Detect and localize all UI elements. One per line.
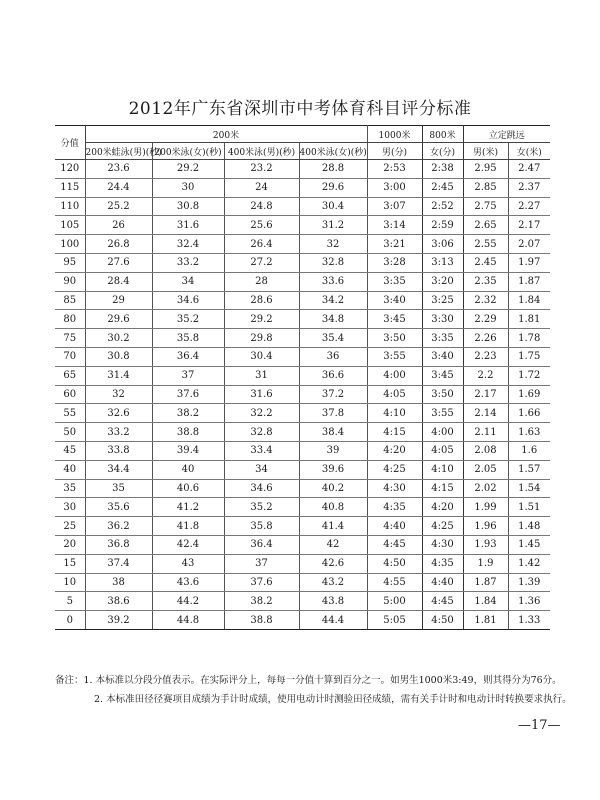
table-cell: 4:25 [422, 517, 463, 536]
table-cell: 4:30 [422, 535, 463, 554]
table-cell: 3:06 [422, 235, 463, 254]
table-row [55, 460, 550, 479]
table-cell: 27.6 [85, 253, 152, 272]
table-cell: 3:30 [422, 310, 463, 329]
table-cell: 2.14 [463, 404, 508, 423]
table-row [55, 517, 550, 536]
table-row [55, 310, 550, 329]
table-row [55, 479, 550, 498]
table-cell: 4:55 [367, 573, 422, 592]
table-cell: 39.6 [299, 460, 367, 479]
table-cell: 40.8 [299, 498, 367, 517]
table-cell: 35.6 [85, 498, 152, 517]
table-cell: 1.39 [508, 573, 550, 592]
table-cell: 4:10 [367, 404, 422, 423]
table-cell: 1.54 [508, 479, 550, 498]
table-cell: 41.8 [152, 517, 224, 536]
score-cell: 40 [55, 460, 85, 479]
page-number: —17— [518, 718, 561, 733]
score-table [55, 125, 550, 630]
table-cell: 5:00 [367, 592, 422, 611]
header-col: 200米蛙泳(男)(秒) [85, 143, 152, 160]
table-row [55, 535, 550, 554]
header-col: 400米泳(男)(秒) [224, 143, 299, 160]
table-cell: 26 [85, 216, 152, 235]
table-cell: 2.47 [508, 160, 550, 179]
table-row [55, 216, 550, 235]
table-cell: 1.81 [463, 611, 508, 630]
table-cell: 24 [224, 178, 299, 197]
table-cell: 4:35 [422, 554, 463, 573]
table-cell: 2:38 [422, 160, 463, 179]
table-row [55, 253, 550, 272]
table-cell: 4:30 [367, 479, 422, 498]
table-cell: 38.4 [299, 423, 367, 442]
table-cell: 43.6 [152, 573, 224, 592]
table-cell: 36.4 [224, 535, 299, 554]
table-cell: 1.36 [508, 592, 550, 611]
score-cell: 80 [55, 310, 85, 329]
table-cell: 32 [299, 235, 367, 254]
table-cell: 3:35 [367, 272, 422, 291]
table-row [55, 197, 550, 216]
table-cell: 4:40 [367, 517, 422, 536]
table-cell: 42.4 [152, 535, 224, 554]
table-cell: 26.8 [85, 235, 152, 254]
table-cell: 28.6 [224, 291, 299, 310]
table-cell: 34 [152, 272, 224, 291]
table-cell: 41.2 [152, 498, 224, 517]
table-cell: 3:20 [422, 272, 463, 291]
table-cell: 35 [85, 479, 152, 498]
table-cell: 4:50 [422, 611, 463, 630]
table-cell: 1.87 [463, 573, 508, 592]
table-cell: 3:14 [367, 216, 422, 235]
table-cell: 31.6 [224, 385, 299, 404]
page-title: 2012年广东省深圳市中考体育科目评分标准 [128, 99, 472, 119]
header-col: 男(分) [367, 143, 422, 160]
notes [55, 671, 575, 709]
table-cell: 33.2 [85, 423, 152, 442]
score-cell: 35 [55, 479, 85, 498]
table-row [55, 178, 550, 197]
table-cell: 2.37 [508, 178, 550, 197]
table-cell: 3:13 [422, 253, 463, 272]
table-row [55, 272, 550, 291]
table-cell: 2.35 [463, 272, 508, 291]
table-cell: 38.6 [85, 592, 152, 611]
table-cell: 1.45 [508, 535, 550, 554]
table-cell: 3:00 [367, 178, 422, 197]
table-cell: 2.85 [463, 178, 508, 197]
table-cell: 1.84 [463, 592, 508, 611]
table-cell: 32.8 [299, 253, 367, 272]
table-row [55, 235, 550, 254]
table-row [55, 385, 550, 404]
header-col: 400米泳(女)(秒) [299, 143, 367, 160]
table-cell: 29.6 [85, 310, 152, 329]
score-cell: 75 [55, 329, 85, 348]
table-cell: 3:45 [422, 366, 463, 385]
table-cell: 29 [85, 291, 152, 310]
table-cell: 37.6 [224, 573, 299, 592]
table-cell: 44.2 [152, 592, 224, 611]
table-cell: 36.4 [152, 347, 224, 366]
table-row [55, 441, 550, 460]
table-cell: 1.75 [508, 347, 550, 366]
table-cell: 32.2 [224, 404, 299, 423]
table-cell: 2:52 [422, 197, 463, 216]
table-cell: 1.63 [508, 423, 550, 442]
table-cell: 5:05 [367, 611, 422, 630]
table-cell: 4:10 [422, 460, 463, 479]
score-cell: 70 [55, 347, 85, 366]
table-cell: 2.23 [463, 347, 508, 366]
table-cell: 32.6 [85, 404, 152, 423]
table-cell: 1.96 [463, 517, 508, 536]
header-group-jump: 立定跳远 [463, 126, 550, 143]
table-cell: 1.84 [508, 291, 550, 310]
table-row [55, 347, 550, 366]
table-cell: 4:05 [422, 441, 463, 460]
table-cell: 1.87 [508, 272, 550, 291]
table-cell: 2.07 [508, 235, 550, 254]
table-cell: 3:40 [367, 291, 422, 310]
table-cell: 3:07 [367, 197, 422, 216]
table-cell: 38.2 [152, 404, 224, 423]
table-cell: 35.2 [152, 310, 224, 329]
table-cell: 28 [224, 272, 299, 291]
table-cell: 34.2 [299, 291, 367, 310]
score-cell: 25 [55, 517, 85, 536]
table-cell: 3:50 [422, 385, 463, 404]
table-cell: 30.2 [85, 329, 152, 348]
note-2: 2. 本标准田径径赛项目成绩为手计时成绩，使用电动计时测验田径成绩，需有关手计时和电动计时转换要求执行。 [94, 694, 572, 705]
table-cell: 36.2 [85, 517, 152, 536]
table-cell: 1.69 [508, 385, 550, 404]
table-row [55, 160, 550, 179]
table-row [55, 423, 550, 442]
table-cell: 38.2 [224, 592, 299, 611]
table-cell: 1.33 [508, 611, 550, 630]
table-row [55, 366, 550, 385]
table-cell: 2.26 [463, 329, 508, 348]
table-cell: 1.9 [463, 554, 508, 573]
score-cell: 105 [55, 216, 85, 235]
header-group-200: 200米 [85, 126, 367, 143]
table-cell: 33.4 [224, 441, 299, 460]
header-group-1000: 1000米 [367, 126, 422, 143]
table-cell: 42 [299, 535, 367, 554]
table-row [55, 554, 550, 573]
table-cell: 1.66 [508, 404, 550, 423]
table-cell: 4:00 [422, 423, 463, 442]
table-row [55, 611, 550, 630]
table-cell: 23.6 [85, 160, 152, 179]
table-cell: 25.2 [85, 197, 152, 216]
table-cell: 30 [152, 178, 224, 197]
table-row [55, 291, 550, 310]
table-cell: 2.02 [463, 479, 508, 498]
table-cell: 23.2 [224, 160, 299, 179]
table-cell: 30.4 [299, 197, 367, 216]
table-cell: 3:55 [367, 347, 422, 366]
table-cell: 34.4 [85, 460, 152, 479]
table-cell: 29.2 [224, 310, 299, 329]
header-col: 女(米) [508, 143, 550, 160]
table-cell: 4:35 [367, 498, 422, 517]
table-cell: 31.6 [152, 216, 224, 235]
table-cell: 26.4 [224, 235, 299, 254]
table-cell: 35.8 [152, 329, 224, 348]
table-cell: 41.4 [299, 517, 367, 536]
table-cell: 39.2 [85, 611, 152, 630]
table-cell: 36.8 [85, 535, 152, 554]
table-cell: 4:20 [422, 498, 463, 517]
table-cell: 24.8 [224, 197, 299, 216]
table-cell: 4:15 [367, 423, 422, 442]
table-cell: 1.57 [508, 460, 550, 479]
table-cell: 3:35 [422, 329, 463, 348]
score-cell: 55 [55, 404, 85, 423]
table-cell: 32.4 [152, 235, 224, 254]
score-cell: 115 [55, 178, 85, 197]
table-cell: 31 [224, 366, 299, 385]
table-cell: 40.6 [152, 479, 224, 498]
table-cell: 40.2 [299, 479, 367, 498]
table-cell: 2.29 [463, 310, 508, 329]
table-row [55, 592, 550, 611]
score-cell: 50 [55, 423, 85, 442]
table-cell: 40 [152, 460, 224, 479]
table-cell: 4:15 [422, 479, 463, 498]
score-cell: 20 [55, 535, 85, 554]
table-cell: 28.8 [299, 160, 367, 179]
table-cell: 25.6 [224, 216, 299, 235]
table-cell: 2.55 [463, 235, 508, 254]
table-cell: 32 [85, 385, 152, 404]
score-cell: 110 [55, 197, 85, 216]
table-cell: 3:21 [367, 235, 422, 254]
table-cell: 24.4 [85, 178, 152, 197]
table-cell: 2.2 [463, 366, 508, 385]
table-cell: 2.45 [463, 253, 508, 272]
table-cell: 2.95 [463, 160, 508, 179]
table-cell: 2:45 [422, 178, 463, 197]
score-cell: 95 [55, 253, 85, 272]
table-cell: 37 [224, 554, 299, 573]
table-row [55, 498, 550, 517]
table-cell: 30.8 [85, 347, 152, 366]
note-1: 备注：1. 本标准以分段分值表示。在实际评分上，每每一分值十算到百分之一。如男生1000米3:49，则其得分为76分。 [55, 675, 562, 686]
table-row [55, 404, 550, 423]
table-cell: 3:50 [367, 329, 422, 348]
table-cell: 37.8 [299, 404, 367, 423]
table-cell: 39.4 [152, 441, 224, 460]
table-cell: 2:53 [367, 160, 422, 179]
table-cell: 2.17 [463, 385, 508, 404]
table-cell: 36.6 [299, 366, 367, 385]
table-cell: 4:00 [367, 366, 422, 385]
table-cell: 1.6 [508, 441, 550, 460]
table-cell: 42.6 [299, 554, 367, 573]
table-cell: 1.93 [463, 535, 508, 554]
score-cell: 30 [55, 498, 85, 517]
table-cell: 1.97 [508, 253, 550, 272]
table-cell: 33.8 [85, 441, 152, 460]
table-cell: 4:20 [367, 441, 422, 460]
table-cell: 35.8 [224, 517, 299, 536]
table-cell: 4:45 [422, 592, 463, 611]
table-cell: 1.99 [463, 498, 508, 517]
table-cell: 2.75 [463, 197, 508, 216]
table-cell: 2:59 [422, 216, 463, 235]
table-cell: 31.2 [299, 216, 367, 235]
table-cell: 1.72 [508, 366, 550, 385]
score-cell: 10 [55, 573, 85, 592]
table-cell: 29.2 [152, 160, 224, 179]
table-cell: 3:25 [422, 291, 463, 310]
table-cell: 34.6 [152, 291, 224, 310]
score-cell: 45 [55, 441, 85, 460]
table-cell: 34.8 [299, 310, 367, 329]
table-cell: 37 [152, 366, 224, 385]
header-col: 200米泳(女)(秒) [152, 143, 224, 160]
table-cell: 27.2 [224, 253, 299, 272]
table-cell: 35.2 [224, 498, 299, 517]
table-row [55, 573, 550, 592]
table-cell: 2.05 [463, 460, 508, 479]
table-cell: 4:50 [367, 554, 422, 573]
score-cell: 60 [55, 385, 85, 404]
table-cell: 3:45 [367, 310, 422, 329]
table-cell: 43 [152, 554, 224, 573]
table-cell: 30.4 [224, 347, 299, 366]
table-cell: 28.4 [85, 272, 152, 291]
table-cell: 33.2 [152, 253, 224, 272]
table-cell: 33.6 [299, 272, 367, 291]
table-cell: 35.4 [299, 329, 367, 348]
score-cell: 85 [55, 291, 85, 310]
table-cell: 1.48 [508, 517, 550, 536]
score-cell: 15 [55, 554, 85, 573]
table-cell: 39 [299, 441, 367, 460]
table-cell: 2.32 [463, 291, 508, 310]
header-col: 女(分) [422, 143, 463, 160]
header-group-800: 800米 [422, 126, 463, 143]
table-cell: 43.8 [299, 592, 367, 611]
score-cell: 100 [55, 235, 85, 254]
table-cell: 32.8 [224, 423, 299, 442]
table-cell: 1.78 [508, 329, 550, 348]
table-cell: 44.4 [299, 611, 367, 630]
table-cell: 2.11 [463, 423, 508, 442]
table-cell: 29.6 [299, 178, 367, 197]
table-cell: 3:40 [422, 347, 463, 366]
table-cell: 37.4 [85, 554, 152, 573]
score-cell: 120 [55, 160, 85, 179]
table-cell: 3:55 [422, 404, 463, 423]
table-cell: 38.8 [152, 423, 224, 442]
table-cell: 1.51 [508, 498, 550, 517]
table-cell: 2.65 [463, 216, 508, 235]
table-cell: 4:40 [422, 573, 463, 592]
table-cell: 1.42 [508, 554, 550, 573]
table-cell: 36 [299, 347, 367, 366]
table-cell: 37.2 [299, 385, 367, 404]
header-score: 分值 [55, 126, 85, 160]
score-cell: 65 [55, 366, 85, 385]
table-cell: 38 [85, 573, 152, 592]
score-cell: 5 [55, 592, 85, 611]
table-cell: 2.17 [508, 216, 550, 235]
header-col: 男(米) [463, 143, 508, 160]
score-cell: 90 [55, 272, 85, 291]
table-cell: 2.27 [508, 197, 550, 216]
table-cell: 2.08 [463, 441, 508, 460]
table-cell: 30.8 [152, 197, 224, 216]
table-cell: 4:45 [367, 535, 422, 554]
table-cell: 1.81 [508, 310, 550, 329]
table-cell: 4:25 [367, 460, 422, 479]
table-cell: 37.6 [152, 385, 224, 404]
table-cell: 34 [224, 460, 299, 479]
table-cell: 29.8 [224, 329, 299, 348]
table-cell: 43.2 [299, 573, 367, 592]
table-cell: 44.8 [152, 611, 224, 630]
table-cell: 4:05 [367, 385, 422, 404]
table-cell: 34.6 [224, 479, 299, 498]
table-cell: 38.8 [224, 611, 299, 630]
table-cell: 31.4 [85, 366, 152, 385]
score-cell: 0 [55, 611, 85, 630]
table-row [55, 329, 550, 348]
table-cell: 3:28 [367, 253, 422, 272]
